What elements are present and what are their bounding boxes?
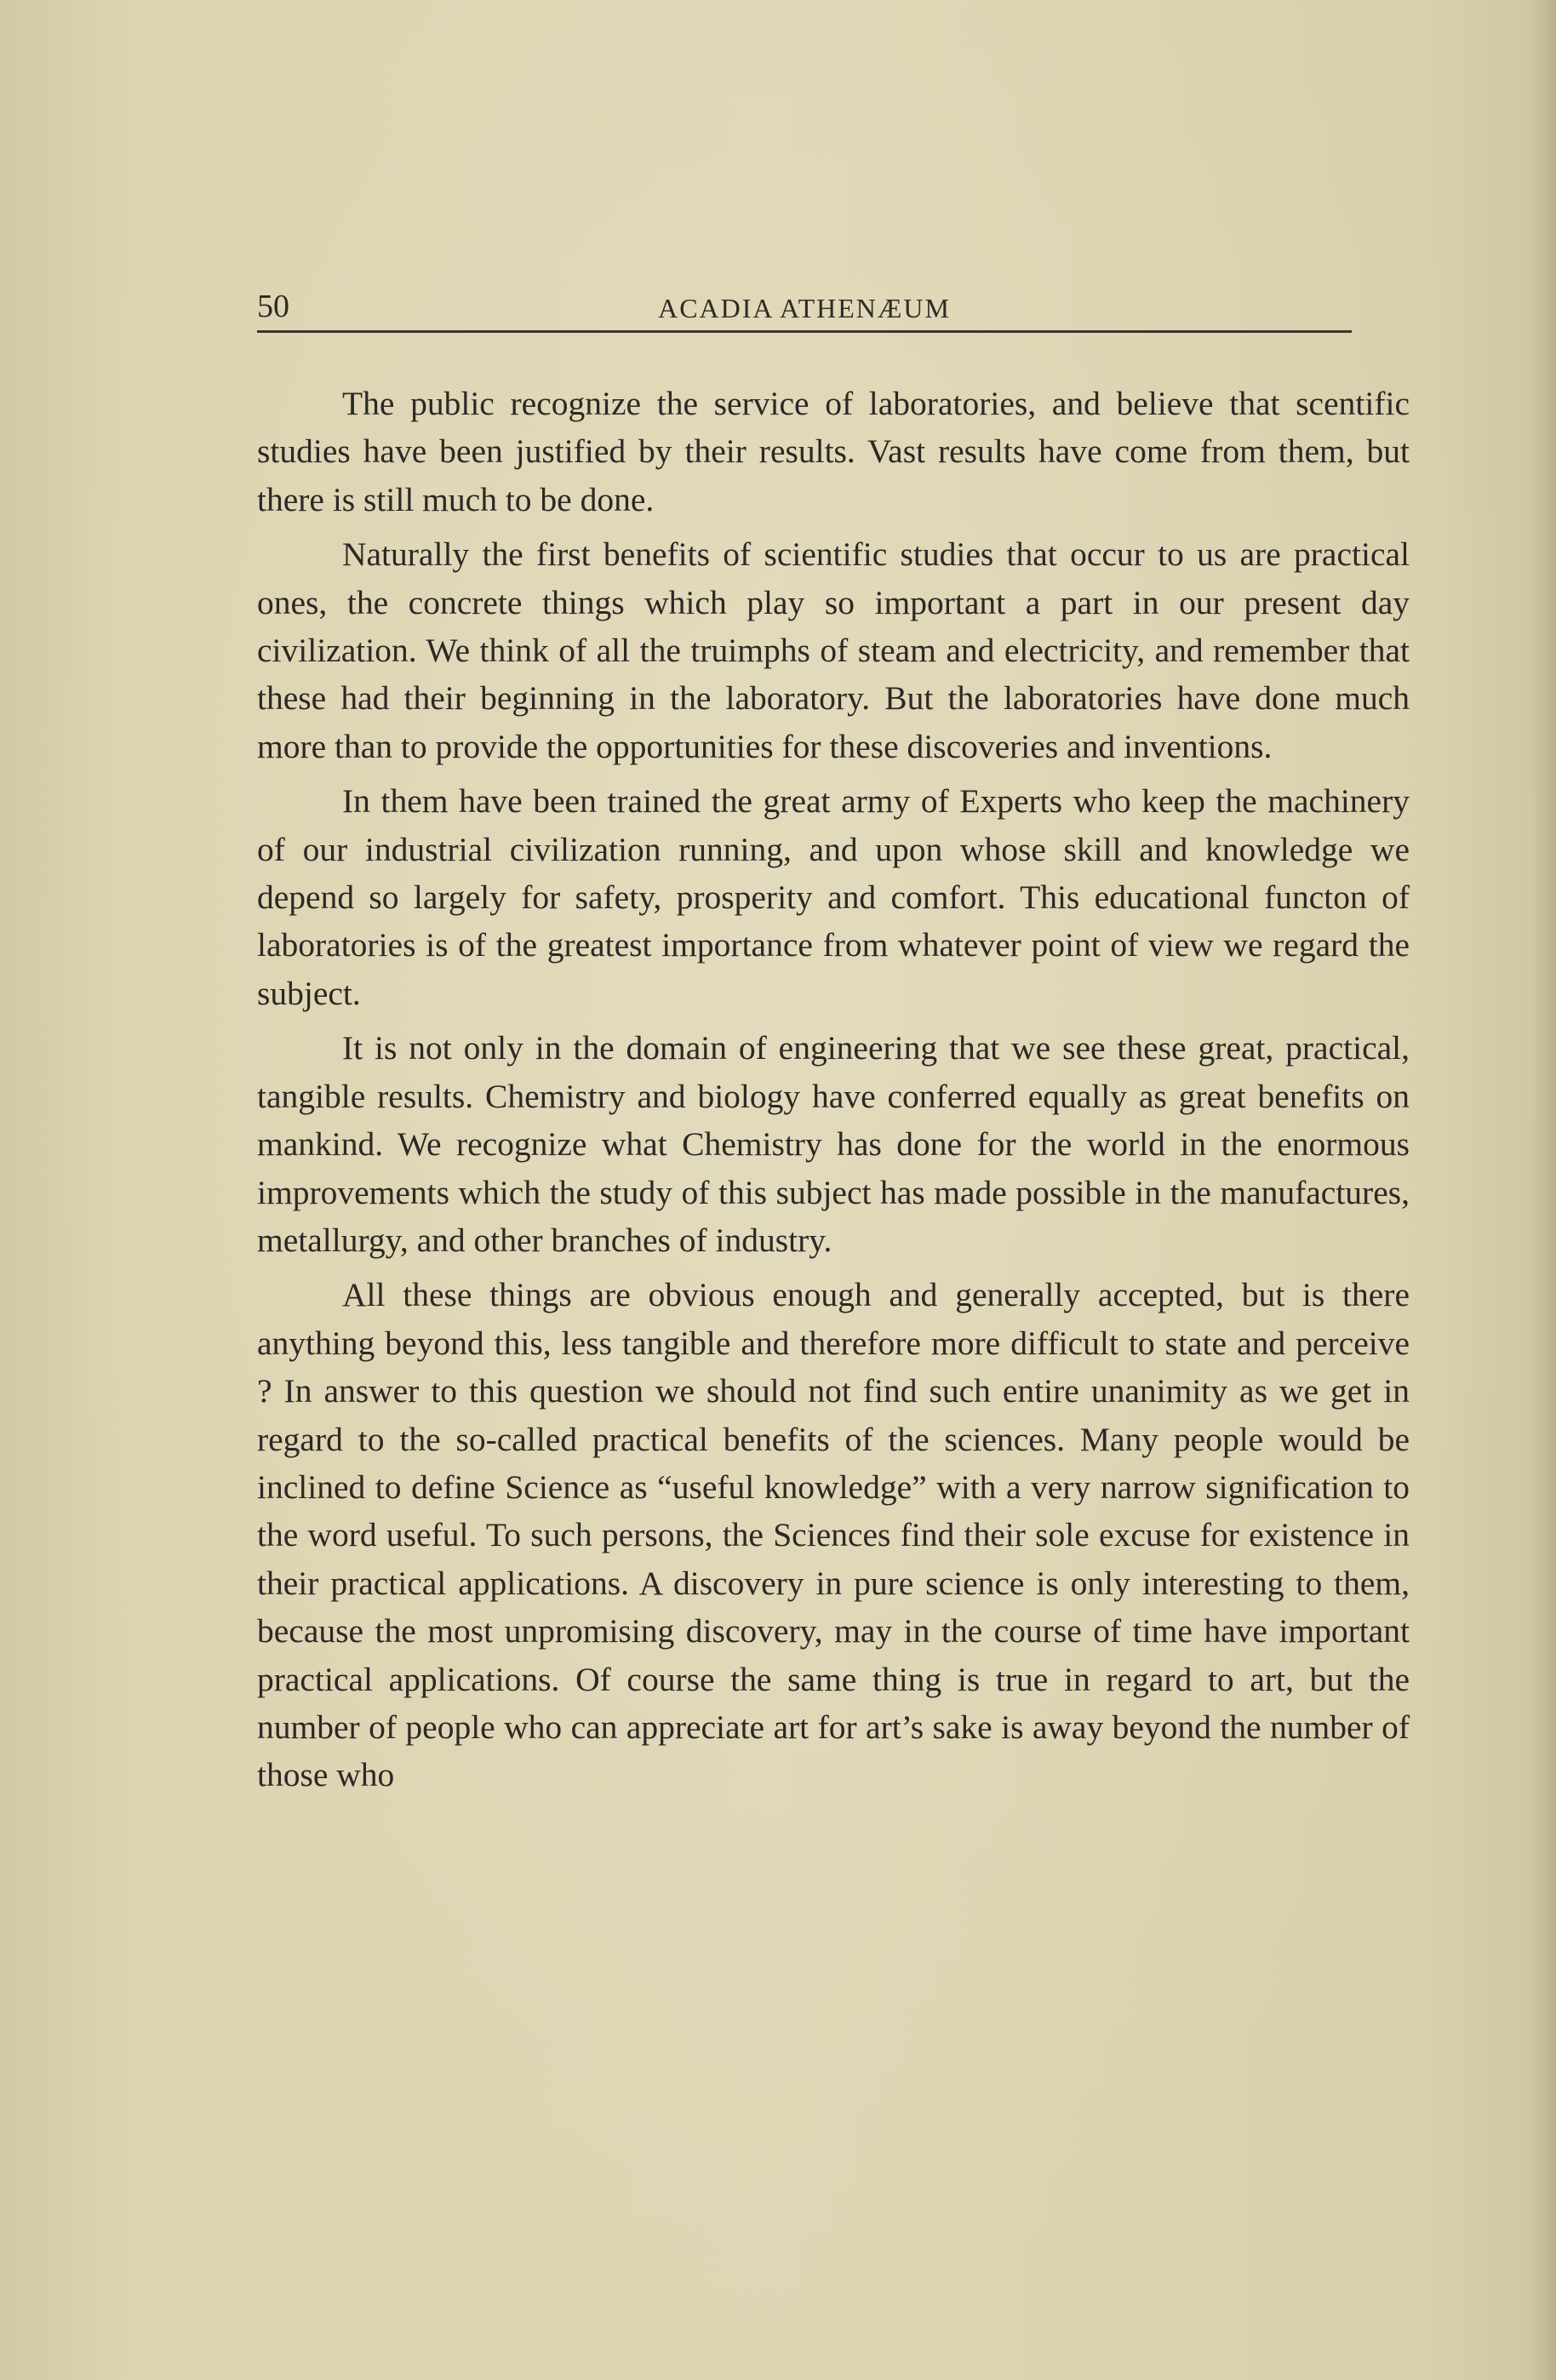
paragraph: The public recognize the service of laboratories, and believe that scentific studies have been justified by their results. Vast results have come from them, but there is still much to be done. — [257, 385, 1410, 518]
paragraph: In them have been trained the great army of Experts who keep the machinery of our industrial civilization running, and upon whose skill and knowledge we depend so largely for safety, prosperity and comfort. This educational functon of laboratories is of the greatest importance from whatever point of view we regard the subject. — [257, 782, 1410, 1012]
page-header — [257, 286, 1352, 333]
running-head: ACADIA ATHENÆUM — [658, 293, 951, 323]
page-gutter-shadow — [1532, 0, 1556, 2380]
page-number: 50 — [257, 289, 289, 324]
paragraph: Naturally the first benefits of scientific studies that occur to us are practical ones, the concrete things which play so important a part in our present day civilization. We think of all the truimphs of steam and electricity, and remember that these had their beginning in the laboratory. But the laboratories have done much more than to provide the opportunities for these discoveries and inventions. — [257, 535, 1410, 765]
paragraph: All these things are obvious enough and generally accepted, but is there anything beyond this, less tangible and therefore more difficult to state and perceive ? In answer to this question we should not find such entire unanimity as we get in regard to the so-called practical benefits of the sciences. Many people would be inclined to define Science as “useful knowledge” with a very narrow signification to the word useful. To such persons, the Sciences find their sole excuse for existence in their practical applications. A discovery in pure science is only interesting to them, because the most unpromising discovery, may in the course of time have important practical applications. Of course the same thing is true in regard to art, but the number of people who can appreciate art for art’s sake is away beyond the number of those who — [257, 1276, 1410, 1794]
article-body — [257, 380, 1410, 1806]
paragraph: It is not only in the domain of engineering that we see these great, practical, tangible results. Chemistry and biology have conferred equally as great benefits on mankind. We recognize what Chemistry has done for the world in the enormous improvements which the study of this subject has made possible in the manufactures, metallurgy, and other branches of industry. — [257, 1029, 1410, 1259]
